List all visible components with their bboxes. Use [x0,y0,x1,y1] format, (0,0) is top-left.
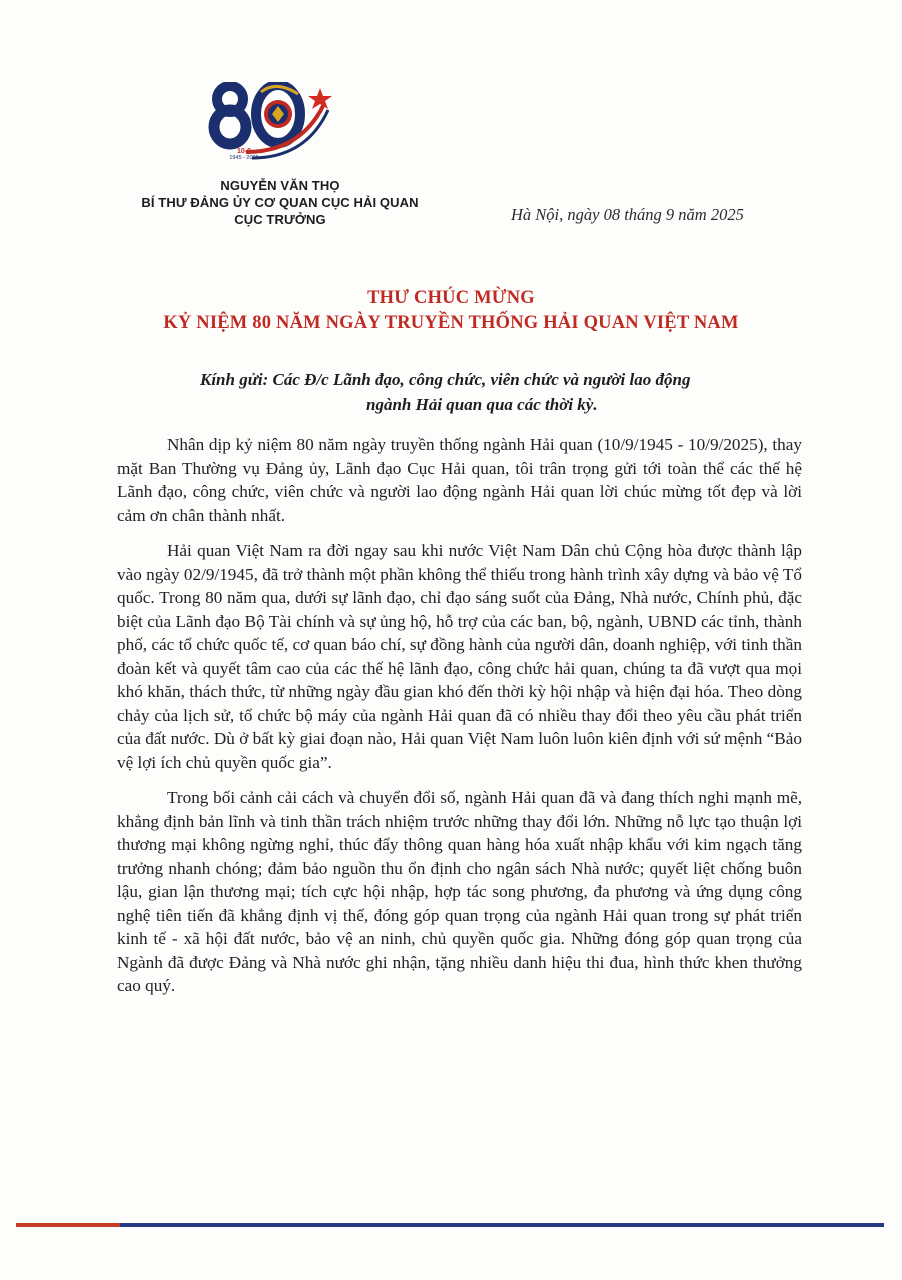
logo-dates [220,148,268,162]
sender-role: CỤC TRƯỞNG [234,212,326,227]
body-paragraph: Hải quan Việt Nam ra đời ngay sau khi nước Việt Nam Dân chủ Cộng hòa được thành lập vào ngày 02/9/1945, đã trở thành một phần không thể thiếu trong hành trình xây dựng và bảo vệ Tổ quốc. Trong 80 năm qua, dưới sự lãnh đạo, chỉ đạo sáng suốt của Đảng, Nhà nước, Chính phủ, đặc biệt của Lãnh đạo Bộ Tài chính và sự ủng hộ, hỗ trợ của các ban, bộ, ngành, UBND các tỉnh, thành phố, các tổ chức quốc tế, cơ quan báo chí, sự đồng hành của người dân, doanh nghiệp, với tinh thần đoàn kết và quyết tâm cao của các thế hệ lãnh đạo, công chức hải quan, chúng ta đã vượt qua mọi khó khăn, thách thức, từ những ngày đầu gian khó đến thời kỳ hội nhập và hiện đại hóa. Theo dòng chảy của lịch sử, tổ chức bộ máy của ngành Hải quan đã có nhiều thay đổi theo yêu cầu phát triển của đất nước. Dù ở bất kỳ giai đoạn nào, Hải quan Việt Nam luôn luôn kiên định với sứ mệnh “Bảo vệ lợi ích chủ quyền quốc gia”. [117,541,802,772]
body-paragraph: Nhân dịp kỷ niệm 80 năm ngày truyền thống ngành Hải quan (10/9/1945 - 10/9/2025), thay mặt Ban Thường vụ Đảng ủy, Lãnh đạo Cục Hải quan, tôi trân trọng gửi tới toàn thể các thế hệ Lãnh đạo, công chức, viên chức và người lao động ngành Hải quan lời chúc mừng tốt đẹp và lời cảm ơn chân thành nhất. [117,435,802,525]
footer-rule [16,1223,884,1227]
salutation-line-1: Kính gửi: Các Đ/c Lãnh đạo, công chức, viên chức và người lao động [200,370,691,389]
anniversary-logo [206,82,346,168]
logo-years: 1945 - 2025 [229,155,259,161]
letter-body [117,433,802,1010]
sender-name: NGUYỄN VĂN THỌ [220,178,340,193]
body-paragraph: Trong bối cảnh cải cách và chuyển đổi số, ngành Hải quan đã và đang thích nghi mạnh mẽ, khẳng định bản lĩnh và tinh thần trách nhiệm trước những thay đổi lớn. Những nỗ lực tạo thuận lợi thương mại không ngừng nghỉ, thúc đẩy thông quan hàng hóa xuất nhập khẩu với kim ngạch tăng trưởng nhanh chóng; đảm bảo nguồn thu ổn định cho ngân sách Nhà nước; quyết liệt chống buôn lậu, gian lận thương mại; tích cực hội nhập, hợp tác song phương, đa phương và ứng dụng công nghệ tiên tiến đã khẳng định vị thế, đóng góp quan trọng của ngành Hải quan trong sự phát triển kinh tế - xã hội đất nước, bảo vệ an ninh, chủ quyền quốc gia. Những đóng góp quan trọng của Ngành đã được Đảng và Nhà nước ghi nhận, tặng nhiều danh hiệu thi đua, hình thức khen thưởng cao quý. [117,788,802,995]
sender-block [100,177,460,228]
logo-day: 10-9 [236,148,251,155]
title-line-2: KỶ NIỆM 80 NĂM NGÀY TRUYỀN THỐNG HẢI QUAN VIỆT NAM [163,313,739,333]
salutation-line-2: ngành Hải quan qua các thời kỳ. [366,395,598,414]
footer-rule-red [16,1223,120,1227]
letter-title [0,286,902,336]
sender-position: BÍ THƯ ĐẢNG ỦY CƠ QUAN CỤC HẢI QUAN [141,195,419,210]
salutation [200,367,800,417]
footer-rule-blue [120,1223,884,1227]
date-line: Hà Nội, ngày 08 tháng 9 năm 2025 [511,205,744,224]
title-line-1: THƯ CHÚC MỪNG [367,288,535,308]
